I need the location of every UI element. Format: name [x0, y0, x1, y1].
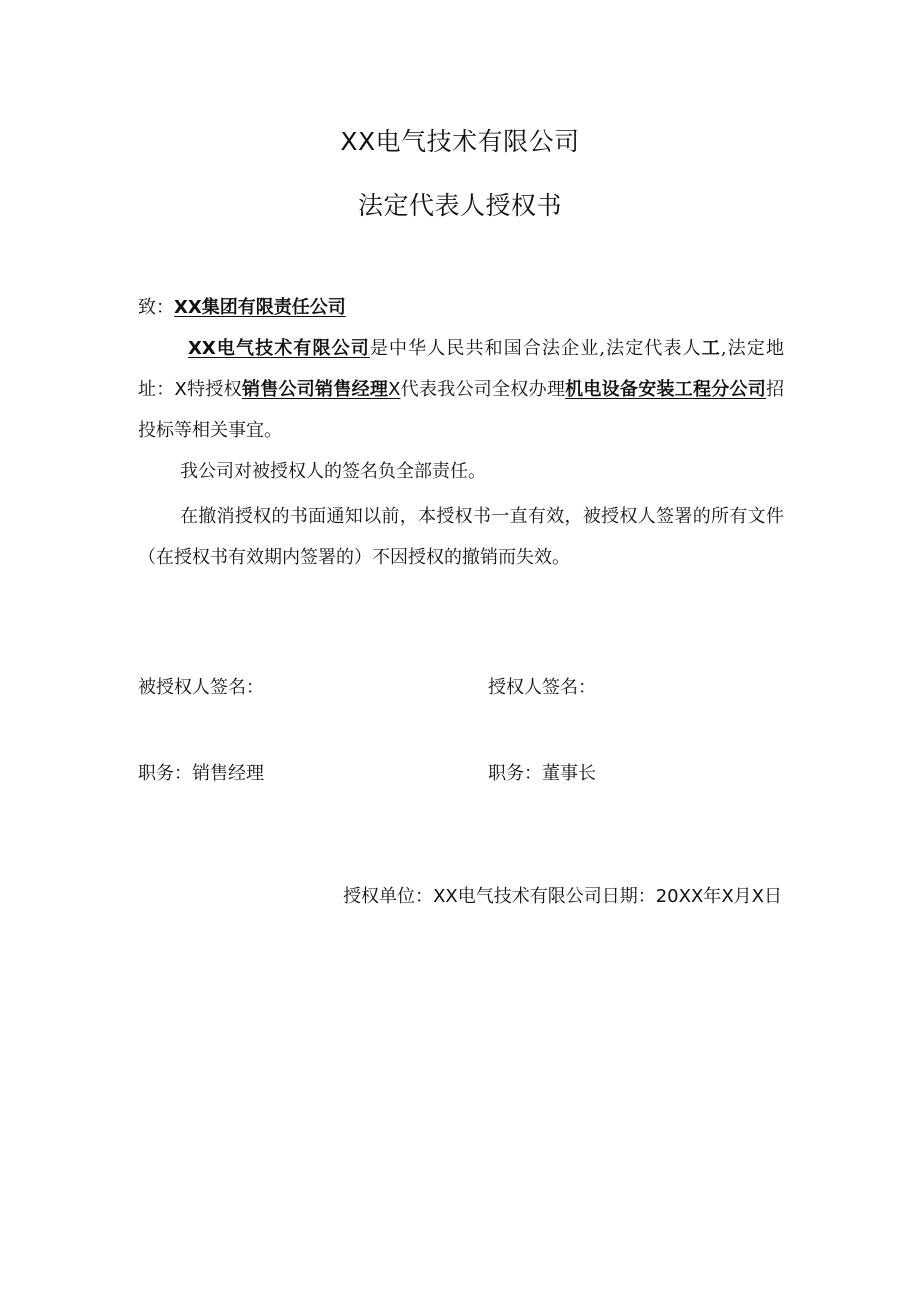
addressee-prefix: 致： [138, 297, 174, 318]
addressee-line [138, 287, 784, 328]
grantor-title: 董事长 [542, 763, 596, 784]
para1-text2: ,法定地址： [138, 338, 784, 400]
unit-label: 授权单位： [343, 886, 434, 907]
document-title: 法定代表人授权书 [357, 191, 562, 220]
grantee-title-label: 职务： [138, 763, 192, 784]
date-month-suffix: 月 [733, 886, 752, 907]
company-title: XX电气技术有限公司 [340, 127, 580, 156]
date-label: 日期： [601, 886, 656, 907]
grantee-department: 销售公司销售经理 [241, 379, 389, 400]
footer-line [343, 883, 782, 911]
grantor-title-label: 职务： [488, 763, 542, 784]
grantee-name-placeholder: X [388, 379, 401, 400]
para1-text1: 是中华人民共和国合法企业,法定代表人 [369, 338, 702, 359]
authorization-paragraph [138, 328, 784, 451]
date-year: 20XX [655, 886, 704, 907]
validity-paragraph: 在撤消授权的书面通知以前，本授权书一直有效，被授权人签署的所有文件（在授权书有效期内签署的）不因授权的撤销而失效。 [138, 506, 784, 568]
grantor-signature-label: 授权人签名： [488, 677, 596, 698]
date-year-suffix: 年 [703, 886, 722, 907]
grantor-title-line [488, 760, 596, 788]
legal-representative: 工 [701, 338, 721, 359]
para1-text5: 招投标等相关事宜。 [138, 379, 785, 441]
project-name: 机电设备安装工程分公司 [565, 379, 767, 400]
responsibility-paragraph: 我公司对被授权人的签名负全部责任。 [180, 461, 486, 482]
address-placeholder: X [174, 379, 187, 400]
date-day-suffix: 日 [764, 886, 782, 907]
addressee-name: XX集团有限责任公司 [174, 297, 346, 318]
grantee-title-line [138, 760, 264, 788]
grantee-title: 销售经理 [192, 763, 264, 784]
date-month: X [721, 886, 734, 907]
para1-text3: 特授权 [186, 379, 242, 400]
date-day: X [751, 886, 764, 907]
unit-name: XX电气技术有限公司 [433, 886, 602, 907]
grantor-company: XX电气技术有限公司 [188, 338, 370, 359]
grantee-signature-label: 被授权人签名： [138, 677, 264, 698]
para1-text4: 代表我公司全权办理 [400, 379, 566, 400]
